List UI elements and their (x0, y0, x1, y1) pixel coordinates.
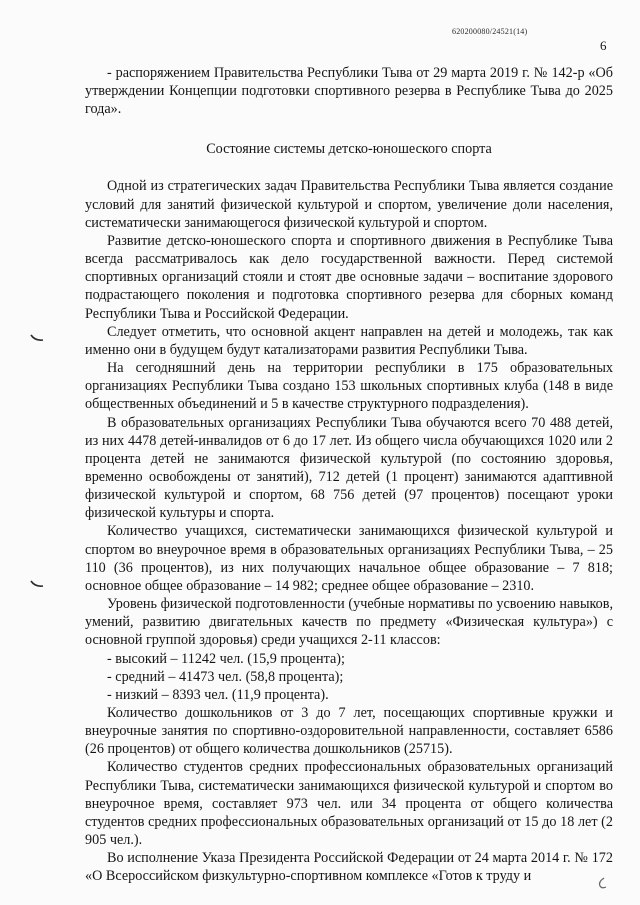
paragraph: На сегодняшний день на территории республики в 175 образовательных организациях Республики Тыва создано 153 школьных спортивных клуба (148 в виде общественных объединений и 5 в качестве структурного подразделения). (85, 360, 613, 413)
document-body (85, 64, 613, 886)
paragraph: В образовательных организациях Республики Тыва обучаются всего 70 488 детей, из них 4478 детей-инвалидов от 6 до 17 лет. Из общего числа обучающихся 1020 или 2 процента детей не занимаются физической культурой (по состоянию здоровья, временно освобождены от занятий), 712 детей (1 процент) занимаются адаптивной физической культурой и спортом, 68 756 детей (97 процентов) посещают уроки физической культуры и спорта. (85, 414, 613, 522)
list-item: - низкий – 8393 чел. (11,9 процента). (107, 686, 329, 703)
document-id: 620200080/24521(14) (452, 27, 528, 36)
list-item: - высокий – 11242 чел. (15,9 процента); (107, 650, 345, 667)
section-title: Состояние системы детско-юношеского спорта (206, 141, 492, 158)
paragraph: Количество учащихся, систематически занимающихся физической культурой и спортом во внеурочное время в образовательных организациях Республики Тыва, – 25 110 (36 процентов), из них получающих начальное общее образование – 7 818; основное общее образование – 14 982; среднее общее образование – 2310. (85, 523, 613, 594)
handwritten-mark-icon (596, 876, 608, 890)
paragraph: Количество студентов средних профессиональных образовательных организаций Республики Тыва, систематически занимающихся физической культурой и спортом во внеурочное время, составляет 973 чел. или 34 процента от общего количества студентов средних профессиональных образовательных организаций от 15 до 18 лет (2 905 чел.). (85, 759, 613, 849)
paragraph: Количество дошкольников от 3 до 7 лет, посещающих спортивные кружки и внеурочные занятия по спортивно-оздоровительной направленности, составляет 6586 (26 процентов) от общего количества дошкольников (25715). (85, 705, 613, 758)
paragraph: - распоряжением Правительства Республики Тыва от 29 марта 2019 г. № 142-р «Об утверждении Концепции подготовки спортивного резерва в Республике Тыва до 2025 года». (85, 65, 613, 118)
paragraph: Уровень физической подготовленности (учебные нормативы по усвоению навыков, умений, развитию двигательных качеств по предмету «Физическая культура») с основной группой здоровья) среди учащихся 2-11 классов: (85, 596, 613, 649)
paragraph: Развитие детско-юношеского спорта и спортивного движения в Республике Тыва всегда рассматривалось как дело государственной важности. Перед системой спортивных организаций стояли и стоят две основные задачи – воспитание здорового подрастающего поколения и подготовка спортивного резерва для сборных команд Республики Тыва и Российской Федерации. (85, 232, 613, 322)
binding-mark-icon (30, 580, 44, 588)
paragraph: Следует отметить, что основной акцент направлен на детей и молодежь, так как именно они в будущем будут катализаторами развития Республики Тыва. (85, 323, 613, 358)
paragraph: Одной из стратегических задач Правительства Республики Тыва является создание условий для занятий физической культурой и спортом, увеличение доли населения, систематически занимающегося физической культурой и спортом. (85, 178, 613, 231)
paragraph: Во исполнение Указа Президента Российской Федерации от 24 марта 2014 г. № 172 «О Всероссийском физкультурно-спортивном комплексе «Готов к труду и (85, 850, 613, 885)
list-item: - средний – 41473 чел. (58,8 процента); (107, 668, 344, 685)
binding-mark-icon (30, 334, 44, 342)
page-number: 6 (600, 38, 607, 53)
